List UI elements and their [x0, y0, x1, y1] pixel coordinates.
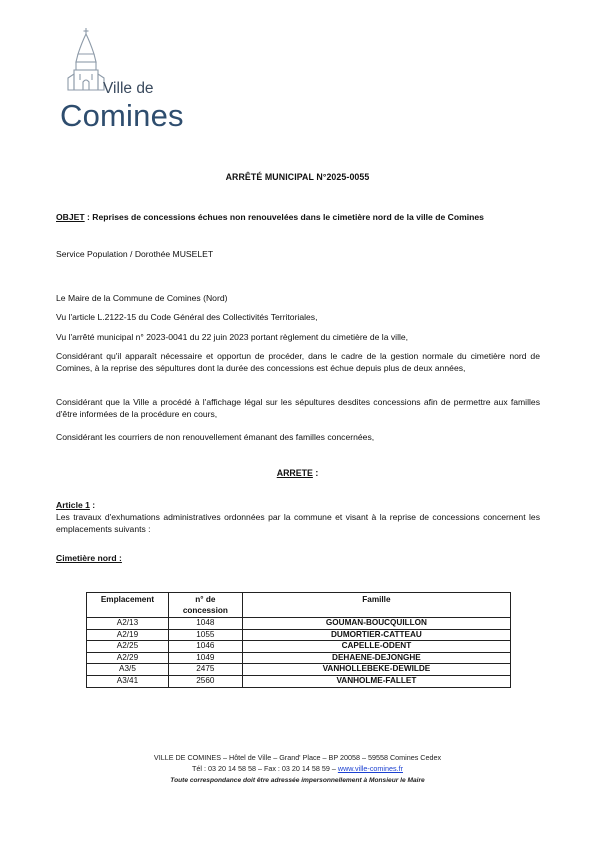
article-1-label: Article 1 — [56, 500, 90, 510]
concessions-table — [86, 592, 511, 688]
objet-separator: : — [84, 212, 93, 222]
city-logo — [60, 28, 184, 136]
cell-emplacement: A2/29 — [87, 652, 169, 664]
cell-emplacement: A3/41 — [87, 675, 169, 687]
table-row — [87, 641, 511, 653]
cell-famille: GOUMAN-BOUCQUILLON — [242, 618, 510, 630]
cell-concession: 2475 — [168, 664, 242, 676]
cell-famille: VANHOLME-FALLET — [242, 675, 510, 687]
table-row — [87, 664, 511, 676]
preamble-line-reglement: Vu l'arrêté municipal n° 2023-0041 du 22 juin 2023 portant règlement du cimetière de la ville, — [56, 332, 409, 342]
article-1-suffix: : — [89, 500, 96, 510]
cell-emplacement: A2/25 — [87, 641, 169, 653]
cell-concession: 1048 — [168, 618, 242, 630]
article-1-text: Les travaux d'exhumations administratives ordonnées par la commune et visant à la reprise de concessions concernent les emplacements suivants : — [56, 512, 540, 534]
page-footer — [0, 752, 595, 786]
cell-emplacement: A3/5 — [87, 664, 169, 676]
preamble-considerant-affichage: Considérant que la Ville a procédé à l'affichage légal sur les sépultures desdites concessions afin de permettre aux familles d'être informées de la procédure en cours, — [56, 397, 540, 419]
table-row — [87, 629, 511, 641]
header-concession: n° de concession — [168, 593, 242, 618]
cell-famille: CAPELLE-ODENT — [242, 641, 510, 653]
table-row — [87, 618, 511, 630]
preamble-line-maire: Le Maire de la Commune de Comines (Nord) — [56, 293, 228, 303]
cell-emplacement: A2/19 — [87, 629, 169, 641]
cell-concession: 1055 — [168, 629, 242, 641]
cell-famille: DEHAENE-DEJONGHE — [242, 652, 510, 664]
table-header-row — [87, 593, 511, 618]
footer-contact — [0, 763, 595, 774]
table-row — [87, 652, 511, 664]
church-steeple-icon — [66, 28, 106, 96]
header-emplacement: Emplacement — [87, 593, 169, 618]
cell-concession: 1049 — [168, 652, 242, 664]
logo-text-comines: Comines — [60, 98, 184, 133]
logo-text-ville-de: Ville de — [103, 80, 154, 97]
preamble-line-cgct: Vu l'article L.2122-15 du Code Général des Collectivités Territoriales, — [56, 312, 318, 322]
header-famille: Famille — [242, 593, 510, 618]
cell-famille: VANHOLLEBEKE-DEWILDE — [242, 664, 510, 676]
arrete-heading — [0, 468, 595, 478]
objet-paragraph — [56, 212, 540, 224]
objet-label: OBJET — [56, 212, 85, 222]
service-line: Service Population / Dorothée MUSELET — [56, 249, 214, 259]
arrete-suffix: : — [312, 468, 319, 478]
preamble-considerant-reprise: Considérant qu'il apparaît nécessaire et opportun de procéder, dans le cadre de la gestion normale du cimetière nord de Comines, à la reprise des sépultures dont la durée des concessions est échue depuis plus de deux années, — [56, 351, 540, 373]
cell-famille: DUMORTIER-CATTEAU — [242, 629, 510, 641]
footer-note: Toute correspondance doit être adressée impersonnellement à Monsieur le Maire — [170, 776, 425, 784]
preamble-considerant-courriers: Considérant les courriers de non renouvellement émanant des familles concernées, — [56, 432, 375, 442]
article-1-heading — [56, 500, 540, 512]
arrete-label: ARRETE — [276, 468, 313, 478]
document-title: ARRÊTÉ MUNICIPAL N°2025-0055 — [225, 172, 370, 182]
cemetery-heading: Cimetière nord : — [56, 553, 122, 563]
footer-website-link[interactable]: www.ville-comines.fr — [337, 764, 403, 774]
cell-emplacement: A2/13 — [87, 618, 169, 630]
footer-phone-fax: Tél : 03 20 14 58 58 – Fax : 03 20 14 58 59 – — [192, 764, 338, 774]
objet-text: Reprises de concessions échues non renouvelées dans le cimetière nord de la ville de Comines — [92, 212, 484, 222]
table-row — [87, 675, 511, 687]
cell-concession: 1046 — [168, 641, 242, 653]
footer-address: VILLE DE COMINES – Hôtel de Ville – Grand' Place – BP 20058 – 59558 Comines Cedex — [153, 753, 442, 762]
cell-concession: 2560 — [168, 675, 242, 687]
